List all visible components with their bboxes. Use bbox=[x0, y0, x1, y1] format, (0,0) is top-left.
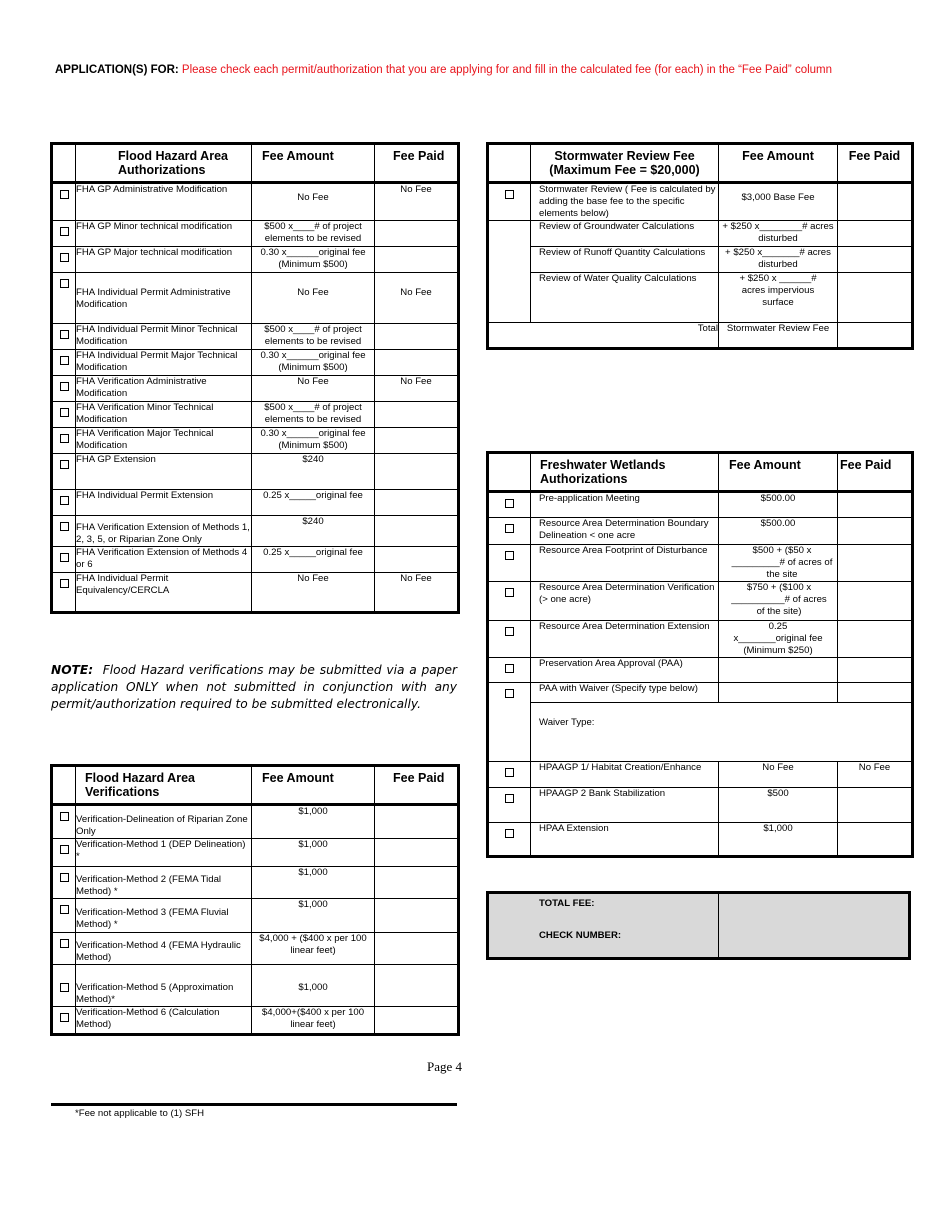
permit-description: FHA Individual Permit Major Technical Modification bbox=[76, 350, 252, 376]
fee-paid-field[interactable] bbox=[375, 428, 459, 454]
authorization-description: HPAAGP 1/ Habitat Creation/Enhance bbox=[531, 762, 719, 788]
stormwater-title: Stormwater Review Fee (Maximum Fee = $20,000) bbox=[531, 144, 719, 183]
fee-amount: $240 bbox=[252, 516, 375, 547]
fee-paid-field[interactable] bbox=[838, 621, 913, 658]
fee-amount: $1,000 bbox=[719, 823, 838, 857]
fee-amount: $240 bbox=[252, 454, 375, 490]
fee-paid-field[interactable] bbox=[838, 492, 913, 518]
fee-amount: + $250 x________# acres disturbed bbox=[719, 221, 838, 247]
fee-paid-field[interactable] bbox=[375, 867, 459, 899]
fee-paid-field[interactable] bbox=[838, 247, 913, 273]
fee-amount-header: Fee Amount bbox=[719, 453, 838, 492]
fee-amount: $1,000 bbox=[252, 965, 375, 1007]
fee-paid-field[interactable] bbox=[838, 545, 913, 582]
permit-description: FHA Individual Permit Administrative Modification bbox=[76, 273, 252, 324]
verification-description: Verification-Method 4 (FEMA Hydraulic Method) bbox=[76, 933, 252, 965]
review-description: Stormwater Review ( Fee is calculated by adding the base fee to the specific elements below) bbox=[531, 183, 719, 221]
fee-paid-field[interactable] bbox=[375, 221, 459, 247]
fee-amount: 0.25 x_____original fee bbox=[252, 490, 375, 516]
fee-amount: $1,000 bbox=[252, 867, 375, 899]
checkbox[interactable] bbox=[60, 522, 69, 531]
fee-paid-field[interactable] bbox=[838, 582, 913, 621]
checkbox[interactable] bbox=[60, 279, 69, 288]
checkbox[interactable] bbox=[60, 253, 69, 262]
verification-description: Verification-Delineation of Riparian Zone Only bbox=[76, 805, 252, 839]
checkbox[interactable] bbox=[60, 579, 69, 588]
review-description: Review of Water Quality Calculations bbox=[531, 273, 719, 323]
fee-amount bbox=[719, 658, 838, 683]
fee-amount: + $250 x ______# acres impervious surface bbox=[719, 273, 838, 323]
permit-description: FHA Individual Permit Equivalency/CERCLA bbox=[76, 573, 252, 613]
checkbox[interactable] bbox=[60, 905, 69, 914]
fee-amount: $500 + ($50 x _________# of acres of the site bbox=[719, 545, 838, 582]
fee-amount: $750 + ($100 x __________# of acres of the site) bbox=[719, 582, 838, 621]
checkbox-col-header bbox=[52, 144, 76, 183]
checkbox[interactable] bbox=[505, 689, 514, 698]
fee-paid-header: Fee Paid bbox=[838, 144, 913, 183]
checkbox-col-header bbox=[488, 144, 531, 183]
checkbox[interactable] bbox=[505, 627, 514, 636]
note-label: NOTE: bbox=[51, 663, 94, 677]
authorization-description: Resource Area Determination Verification (> one acre) bbox=[531, 582, 719, 621]
wetlands-title: Freshwater Wetlands Authorizations bbox=[531, 453, 719, 492]
fee-amount: No Fee bbox=[252, 376, 375, 402]
fee-paid-field[interactable] bbox=[375, 324, 459, 350]
checkbox[interactable] bbox=[60, 190, 69, 199]
header-instruction: Please check each permit/authorization that you are applying for and fill in the calculated fee (for each) in the “Fee Paid” column bbox=[181, 64, 833, 76]
checkbox[interactable] bbox=[60, 496, 69, 505]
fee-amount: No Fee bbox=[719, 762, 838, 788]
fee-paid-field[interactable] bbox=[838, 221, 913, 247]
fee-paid-field[interactable] bbox=[375, 839, 459, 867]
checkbox[interactable] bbox=[60, 330, 69, 339]
fee-paid-field[interactable] bbox=[375, 247, 459, 273]
permit-description: FHA GP Extension bbox=[76, 454, 252, 490]
checkbox[interactable] bbox=[505, 499, 514, 508]
fee-amount: No Fee bbox=[252, 273, 375, 324]
fee-paid-field[interactable]: No Fee bbox=[375, 573, 459, 613]
fee-paid-field[interactable] bbox=[838, 658, 913, 683]
verification-description: Verification-Method 5 (Approximation Method)* bbox=[76, 965, 252, 1007]
checkbox[interactable] bbox=[505, 768, 514, 777]
checkbox[interactable] bbox=[60, 873, 69, 882]
total-fee-paid-field[interactable] bbox=[838, 323, 913, 349]
fha-authorizations-table bbox=[50, 142, 460, 614]
fee-paid-field[interactable] bbox=[375, 402, 459, 428]
fee-paid-header: Fee Paid bbox=[838, 453, 913, 492]
fee-paid-field[interactable] bbox=[838, 273, 913, 323]
fha-auth-title: Flood Hazard Area Authorizations bbox=[76, 144, 252, 183]
fee-paid-field[interactable] bbox=[375, 454, 459, 490]
fee-paid-field[interactable] bbox=[375, 490, 459, 516]
fee-paid-field[interactable] bbox=[375, 805, 459, 839]
fee-paid-field[interactable] bbox=[838, 183, 913, 221]
header-label: APPLICATION(S) FOR: bbox=[55, 64, 182, 76]
fee-amount: $1,000 bbox=[252, 839, 375, 867]
fee-amount: $500 x____# of project elements to be revised bbox=[252, 402, 375, 428]
fee-paid-field[interactable] bbox=[838, 683, 913, 703]
authorization-description: Resource Area Determination Extension bbox=[531, 621, 719, 658]
fee-paid-field[interactable]: No Fee bbox=[375, 183, 459, 221]
verification-description: Verification-Method 3 (FEMA Fluvial Method) * bbox=[76, 899, 252, 933]
fee-paid-header: Fee Paid bbox=[375, 144, 459, 183]
authorization-description: HPAA Extension bbox=[531, 823, 719, 857]
fee-paid-field[interactable] bbox=[838, 518, 913, 545]
permit-description: FHA Verification Minor Technical Modification bbox=[76, 402, 252, 428]
check-number-label: CHECK NUMBER: bbox=[539, 930, 622, 941]
fee-paid-field[interactable]: No Fee bbox=[838, 762, 913, 788]
fee-amount-header: Fee Amount bbox=[252, 766, 375, 805]
permit-description: FHA GP Minor technical modification bbox=[76, 221, 252, 247]
total-box-divider bbox=[718, 894, 719, 957]
total-fee-label: TOTAL FEE: bbox=[539, 898, 595, 909]
checkbox[interactable] bbox=[60, 408, 69, 417]
stormwater-review-table bbox=[486, 142, 914, 350]
checkbox[interactable] bbox=[505, 794, 514, 803]
verification-description: Verification-Method 2 (FEMA Tidal Method) * bbox=[76, 867, 252, 899]
fee-paid-field[interactable] bbox=[375, 899, 459, 933]
check-number-field[interactable] bbox=[721, 925, 908, 957]
verification-description: Verification-Method 1 (DEP Delineation) * bbox=[76, 839, 252, 867]
permit-description: FHA Verification Extension of Methods 1, 2, 3, 5, or Riparian Zone Only bbox=[76, 516, 252, 547]
checkbox[interactable] bbox=[60, 553, 69, 562]
checkbox[interactable] bbox=[60, 460, 69, 469]
fha-ver-title: Flood Hazard Area Verifications bbox=[76, 766, 252, 805]
checkbox[interactable] bbox=[60, 1013, 69, 1022]
fee-paid-field[interactable] bbox=[838, 823, 913, 857]
fee-amount: $1,000 bbox=[252, 899, 375, 933]
total-fee-field[interactable] bbox=[721, 894, 908, 925]
fee-paid-header: Fee Paid bbox=[375, 766, 459, 805]
fee-paid-field[interactable] bbox=[375, 350, 459, 376]
fee-amount: 0.30 x______original fee (Minimum $500) bbox=[252, 428, 375, 454]
permit-description: FHA Verification Administrative Modification bbox=[76, 376, 252, 402]
checkbox[interactable] bbox=[60, 382, 69, 391]
checkbox-col-header bbox=[488, 453, 531, 492]
authorization-description: Resource Area Determination Boundary Delineation < one acre bbox=[531, 518, 719, 545]
checkbox[interactable] bbox=[60, 983, 69, 992]
total-fee-box bbox=[486, 891, 911, 960]
authorization-description: PAA with Waiver (Specify type below) bbox=[531, 683, 719, 703]
fee-amount: 0.25 x_____original fee bbox=[252, 547, 375, 573]
checkbox[interactable] bbox=[505, 664, 514, 673]
checkbox[interactable] bbox=[505, 829, 514, 838]
review-description: Review of Groundwater Calculations bbox=[531, 221, 719, 247]
fee-paid-field[interactable] bbox=[375, 965, 459, 1007]
total-label: Total bbox=[488, 323, 719, 349]
verification-description: Verification-Method 6 (Calculation Method) bbox=[76, 1007, 252, 1035]
fee-amount: $4,000 + ($400 x per 100 linear feet) bbox=[252, 933, 375, 965]
checkbox[interactable] bbox=[505, 588, 514, 597]
permit-description: FHA Verification Extension of Methods 4 or 6 bbox=[76, 547, 252, 573]
fee-amount bbox=[719, 683, 838, 703]
fee-paid-field[interactable] bbox=[838, 788, 913, 823]
checkbox-col-header bbox=[52, 766, 76, 805]
checkbox[interactable] bbox=[505, 524, 514, 533]
fee-amount: $4,000+($400 x per 100 linear feet) bbox=[252, 1007, 375, 1035]
authorization-description: Preservation Area Approval (PAA) bbox=[531, 658, 719, 683]
footnote-divider bbox=[51, 1103, 457, 1106]
note-text: Flood Hazard verifications may be submitted via a paper application ONLY when not submitted in conjunction with any permit/authorization required to be submitted electronically. bbox=[51, 663, 458, 711]
note-paragraph bbox=[51, 662, 457, 713]
fee-amount: + $250 x_______# acres disturbed bbox=[719, 247, 838, 273]
fee-amount: $3,000 Base Fee bbox=[719, 183, 838, 221]
page-number: Page 4 bbox=[427, 1059, 463, 1074]
fee-amount-header: Fee Amount bbox=[719, 144, 838, 183]
footnote: *Fee not applicable to (1) SFH bbox=[75, 1108, 205, 1119]
checkbox[interactable] bbox=[60, 227, 69, 236]
fha-verifications-table bbox=[50, 764, 460, 1036]
permit-description: FHA Verification Major Technical Modification bbox=[76, 428, 252, 454]
fee-paid-field[interactable] bbox=[375, 516, 459, 547]
fee-amount-header: Fee Amount bbox=[252, 144, 375, 183]
permit-description: FHA GP Major technical modification bbox=[76, 247, 252, 273]
fee-paid-field[interactable]: No Fee bbox=[375, 273, 459, 324]
authorization-description: Pre-application Meeting bbox=[531, 492, 719, 518]
checkbox[interactable] bbox=[60, 812, 69, 821]
application-header bbox=[55, 64, 832, 76]
checkbox[interactable] bbox=[505, 190, 514, 199]
checkbox[interactable] bbox=[60, 356, 69, 365]
fee-amount: No Fee bbox=[252, 183, 375, 221]
fee-amount: $1,000 bbox=[252, 805, 375, 839]
checkbox[interactable] bbox=[60, 845, 69, 854]
checkbox[interactable] bbox=[505, 551, 514, 560]
total-fee-label: Stormwater Review Fee bbox=[719, 323, 838, 349]
checkbox[interactable] bbox=[60, 939, 69, 948]
fee-amount: No Fee bbox=[252, 573, 375, 613]
fee-amount: 0.30 x______original fee (Minimum $500) bbox=[252, 247, 375, 273]
fee-amount: $500 bbox=[719, 788, 838, 823]
fee-amount: $500 x____# of project elements to be revised bbox=[252, 324, 375, 350]
fee-amount: $500.00 bbox=[719, 518, 838, 545]
authorization-description: Resource Area Footprint of Disturbance bbox=[531, 545, 719, 582]
fee-paid-field[interactable] bbox=[375, 547, 459, 573]
fee-amount: 0.30 x______original fee (Minimum $500) bbox=[252, 350, 375, 376]
checkbox[interactable] bbox=[60, 434, 69, 443]
review-description: Review of Runoff Quantity Calculations bbox=[531, 247, 719, 273]
fee-paid-field[interactable] bbox=[375, 933, 459, 965]
authorization-description: HPAAGP 2 Bank Stabilization bbox=[531, 788, 719, 823]
fee-amount: $500.00 bbox=[719, 492, 838, 518]
permit-description: FHA Individual Permit Minor Technical Modification bbox=[76, 324, 252, 350]
fee-paid-field[interactable] bbox=[375, 1007, 459, 1035]
freshwater-wetlands-table bbox=[486, 451, 914, 858]
fee-paid-field[interactable]: No Fee bbox=[375, 376, 459, 402]
permit-description: FHA Individual Permit Extension bbox=[76, 490, 252, 516]
permit-description: FHA GP Administrative Modification bbox=[76, 183, 252, 221]
fee-amount: 0.25 x_______original fee (Minimum $250) bbox=[719, 621, 838, 658]
waiver-type-field[interactable]: Waiver Type: bbox=[531, 703, 913, 762]
fee-amount: $500 x____# of project elements to be revised bbox=[252, 221, 375, 247]
